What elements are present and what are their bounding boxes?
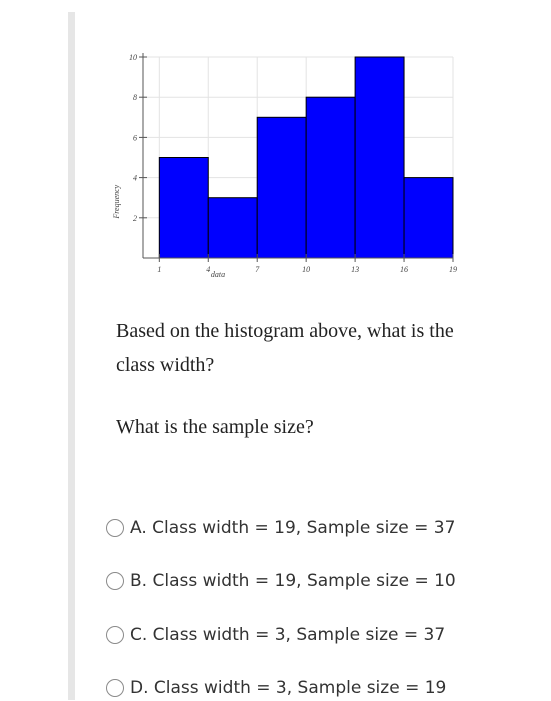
- radio-b[interactable]: [106, 572, 124, 590]
- question-sample-size: What is the sample size?: [116, 416, 314, 438]
- option-b-label: B. Class width = 19, Sample size = 10: [130, 571, 456, 591]
- x-tick-label: 13: [351, 265, 360, 274]
- histogram-bar-5: [404, 178, 453, 258]
- radio-d[interactable]: [106, 679, 124, 697]
- y-tick-label: 4: [133, 173, 137, 183]
- y-tick-label: 6: [133, 133, 137, 143]
- histogram-bar-4: [355, 57, 404, 258]
- option-d-label: D. Class width = 3, Sample size = 19: [130, 678, 447, 698]
- option-c-label: C. Class width = 3, Sample size = 37: [130, 625, 446, 645]
- x-tick-label: 10: [302, 265, 311, 274]
- y-tick-label: 2: [133, 213, 137, 223]
- x-tick-label: 1: [157, 265, 162, 274]
- option-a-label: A. Class width = 19, Sample size = 37: [130, 518, 456, 538]
- left-border: [68, 12, 75, 700]
- histogram-chart: [105, 40, 465, 300]
- option-c[interactable]: [106, 622, 445, 648]
- x-tick-label: 7: [255, 265, 260, 274]
- x-axis-label: data: [210, 270, 226, 279]
- x-tick-label: 4: [206, 265, 211, 274]
- option-a[interactable]: [106, 515, 455, 541]
- x-tick-label: 19: [449, 265, 457, 274]
- y-tick-label: 8: [133, 93, 137, 103]
- y-axis-label: Frequency: [112, 184, 121, 219]
- option-b[interactable]: [106, 568, 456, 594]
- radio-c[interactable]: [106, 626, 124, 644]
- question-class-width: Based on the histogram above, what is the class width?: [116, 320, 454, 376]
- option-d[interactable]: [106, 675, 446, 701]
- radio-a[interactable]: [106, 519, 124, 537]
- histogram-bar-3: [306, 97, 355, 258]
- histogram-bar-0: [159, 158, 208, 259]
- histogram-bar-1: [208, 198, 257, 258]
- x-tick-label: 16: [400, 265, 409, 274]
- histogram-bar-2: [257, 117, 306, 258]
- y-tick-label: 10: [129, 53, 137, 62]
